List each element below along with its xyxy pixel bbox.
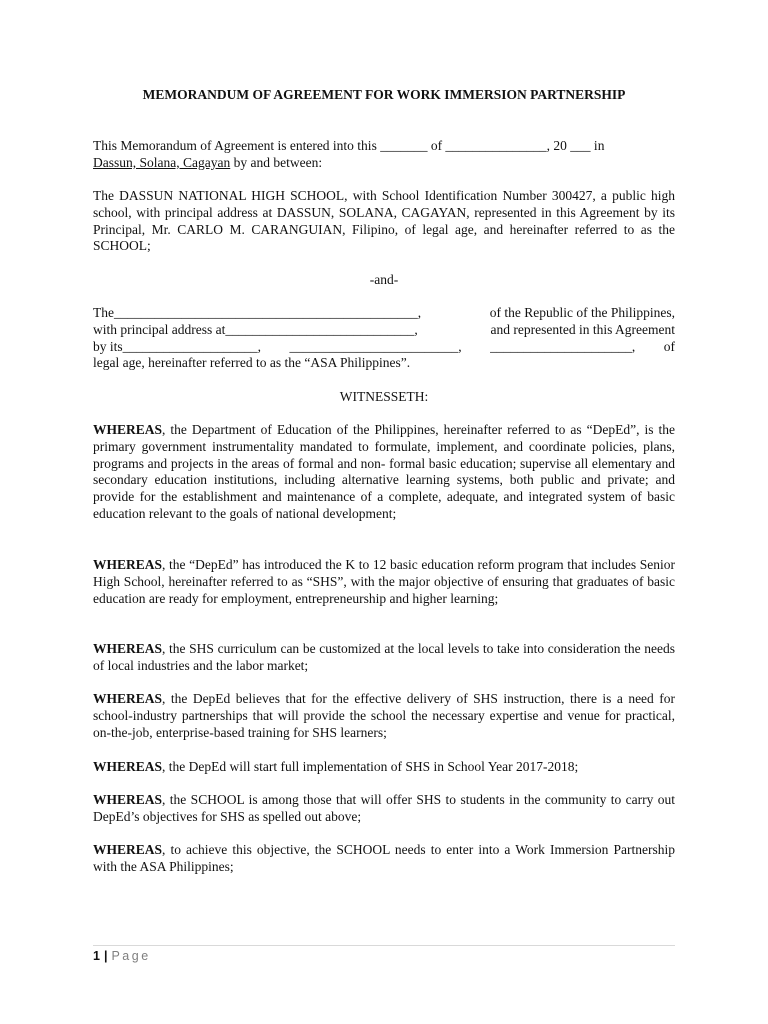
partner-line-4: legal age, hereinafter referred to as the “ASA Philippines”. bbox=[93, 355, 411, 371]
intro-text: This Memorandum of Agreement is entered into this _______ of _______________, 20 ___ in bbox=[93, 138, 605, 153]
partner-of: of bbox=[663, 338, 675, 354]
page-number: 1 bbox=[93, 949, 100, 963]
partner-line-1 bbox=[93, 305, 675, 322]
page-label: Page bbox=[111, 949, 151, 963]
whereas-clause-4 bbox=[93, 691, 675, 741]
and-separator: -and- bbox=[369, 272, 399, 287]
document-page bbox=[93, 0, 675, 1024]
partner-country: of the Republic of the Philippines, bbox=[489, 305, 675, 320]
whereas-clause-5 bbox=[93, 759, 675, 776]
partner-rep-nationality-blank: _____________________, bbox=[490, 338, 636, 354]
whereas-text: , the “DepEd” has introduced the K to 12 basic education reform program that includes Senior High School, hereinafter referred to as “SHS”, with the major objective of ensuring that graduates of basic education are ready for employment, entrepreneurship and higher learning; bbox=[93, 557, 675, 606]
footer-separator: | bbox=[103, 949, 108, 963]
whereas-clause-1 bbox=[93, 422, 675, 523]
whereas-keyword: WHEREAS bbox=[93, 842, 163, 857]
partner-line-3 bbox=[93, 339, 675, 356]
whereas-text: , the SHS curriculum can be customized at the local levels to take into consideration the needs of local industries and the labor market; bbox=[93, 641, 675, 673]
partner-paragraph bbox=[93, 305, 675, 372]
whereas-keyword: WHEREAS bbox=[93, 641, 163, 656]
partner-rep-name-blank: _________________________, bbox=[289, 338, 462, 354]
document-title: MEMORANDUM OF AGREEMENT FOR WORK IMMERSION PARTNERSHIP bbox=[142, 87, 626, 102]
page-footer bbox=[93, 948, 151, 965]
intro-paragraph bbox=[93, 138, 675, 172]
whereas-text: , the SCHOOL is among those that will offer SHS to students in the community to carry out DepEd’s objectives for SHS as spelled out above; bbox=[93, 792, 675, 824]
witnesseth-heading: WITNESSETH: bbox=[339, 389, 429, 404]
whereas-text: , the DepEd believes that for the effective delivery of SHS instruction, there is a need for school-industry partnerships that will provide the school the necessary expertise and venue for practical, on-the-job, enterprise-based training for SHS learners; bbox=[93, 691, 675, 740]
whereas-text: , to achieve this objective, the SCHOOL needs to enter into a Work Immersion Partnership with the ASA Philippines; bbox=[93, 842, 675, 874]
whereas-keyword: WHEREAS bbox=[93, 759, 163, 774]
whereas-keyword: WHEREAS bbox=[93, 792, 163, 807]
footer-divider bbox=[93, 945, 675, 946]
whereas-keyword: WHEREAS bbox=[93, 557, 163, 572]
intro-place: Dassun, Solana, Cagayan bbox=[93, 154, 231, 170]
whereas-clause-6 bbox=[93, 792, 675, 826]
partner-name-blank: The_____________________________________________, bbox=[93, 305, 422, 320]
partner-rep-title-blank: by its____________________, bbox=[93, 338, 262, 354]
whereas-keyword: WHEREAS bbox=[93, 691, 163, 706]
whereas-keyword: WHEREAS bbox=[93, 422, 163, 437]
whereas-clause-7 bbox=[93, 842, 675, 876]
whereas-clause-2 bbox=[93, 557, 675, 607]
whereas-text: , the DepEd will start full implementation of SHS in School Year 2017-2018; bbox=[162, 759, 579, 774]
whereas-clause-3 bbox=[93, 641, 675, 675]
intro-text-end: by and between: bbox=[230, 154, 323, 170]
partner-represented: and represented in this Agreement bbox=[490, 321, 675, 337]
partner-address-blank: with principal address at____________________________, bbox=[93, 321, 418, 337]
partner-line-2 bbox=[93, 322, 675, 339]
whereas-text: , the Department of Education of the Philippines, hereinafter referred to as “DepEd”, is the primary government instrumentality mandated to formulate, implement, and coordinate policies, plans, programs and projects in the areas of formal and non- formal basic education; supervise all elementary and secondary education institutions, including alternative learning systems, both public and private; and provide for the establishment and maintenance of a complete, adequate, and integrated system of basic education relevant to the goals of national development; bbox=[93, 422, 675, 521]
school-paragraph: The DASSUN NATIONAL HIGH SCHOOL, with School Identification Number 300427, a public high school, with principal address at DASSUN, SOLANA, CAGAYAN, represented in this Agreement by its Principal, Mr. CARLO M. CARANGUIAN, Filipino, of legal age, and hereinafter referred to as the SCHOOL; bbox=[93, 188, 675, 254]
